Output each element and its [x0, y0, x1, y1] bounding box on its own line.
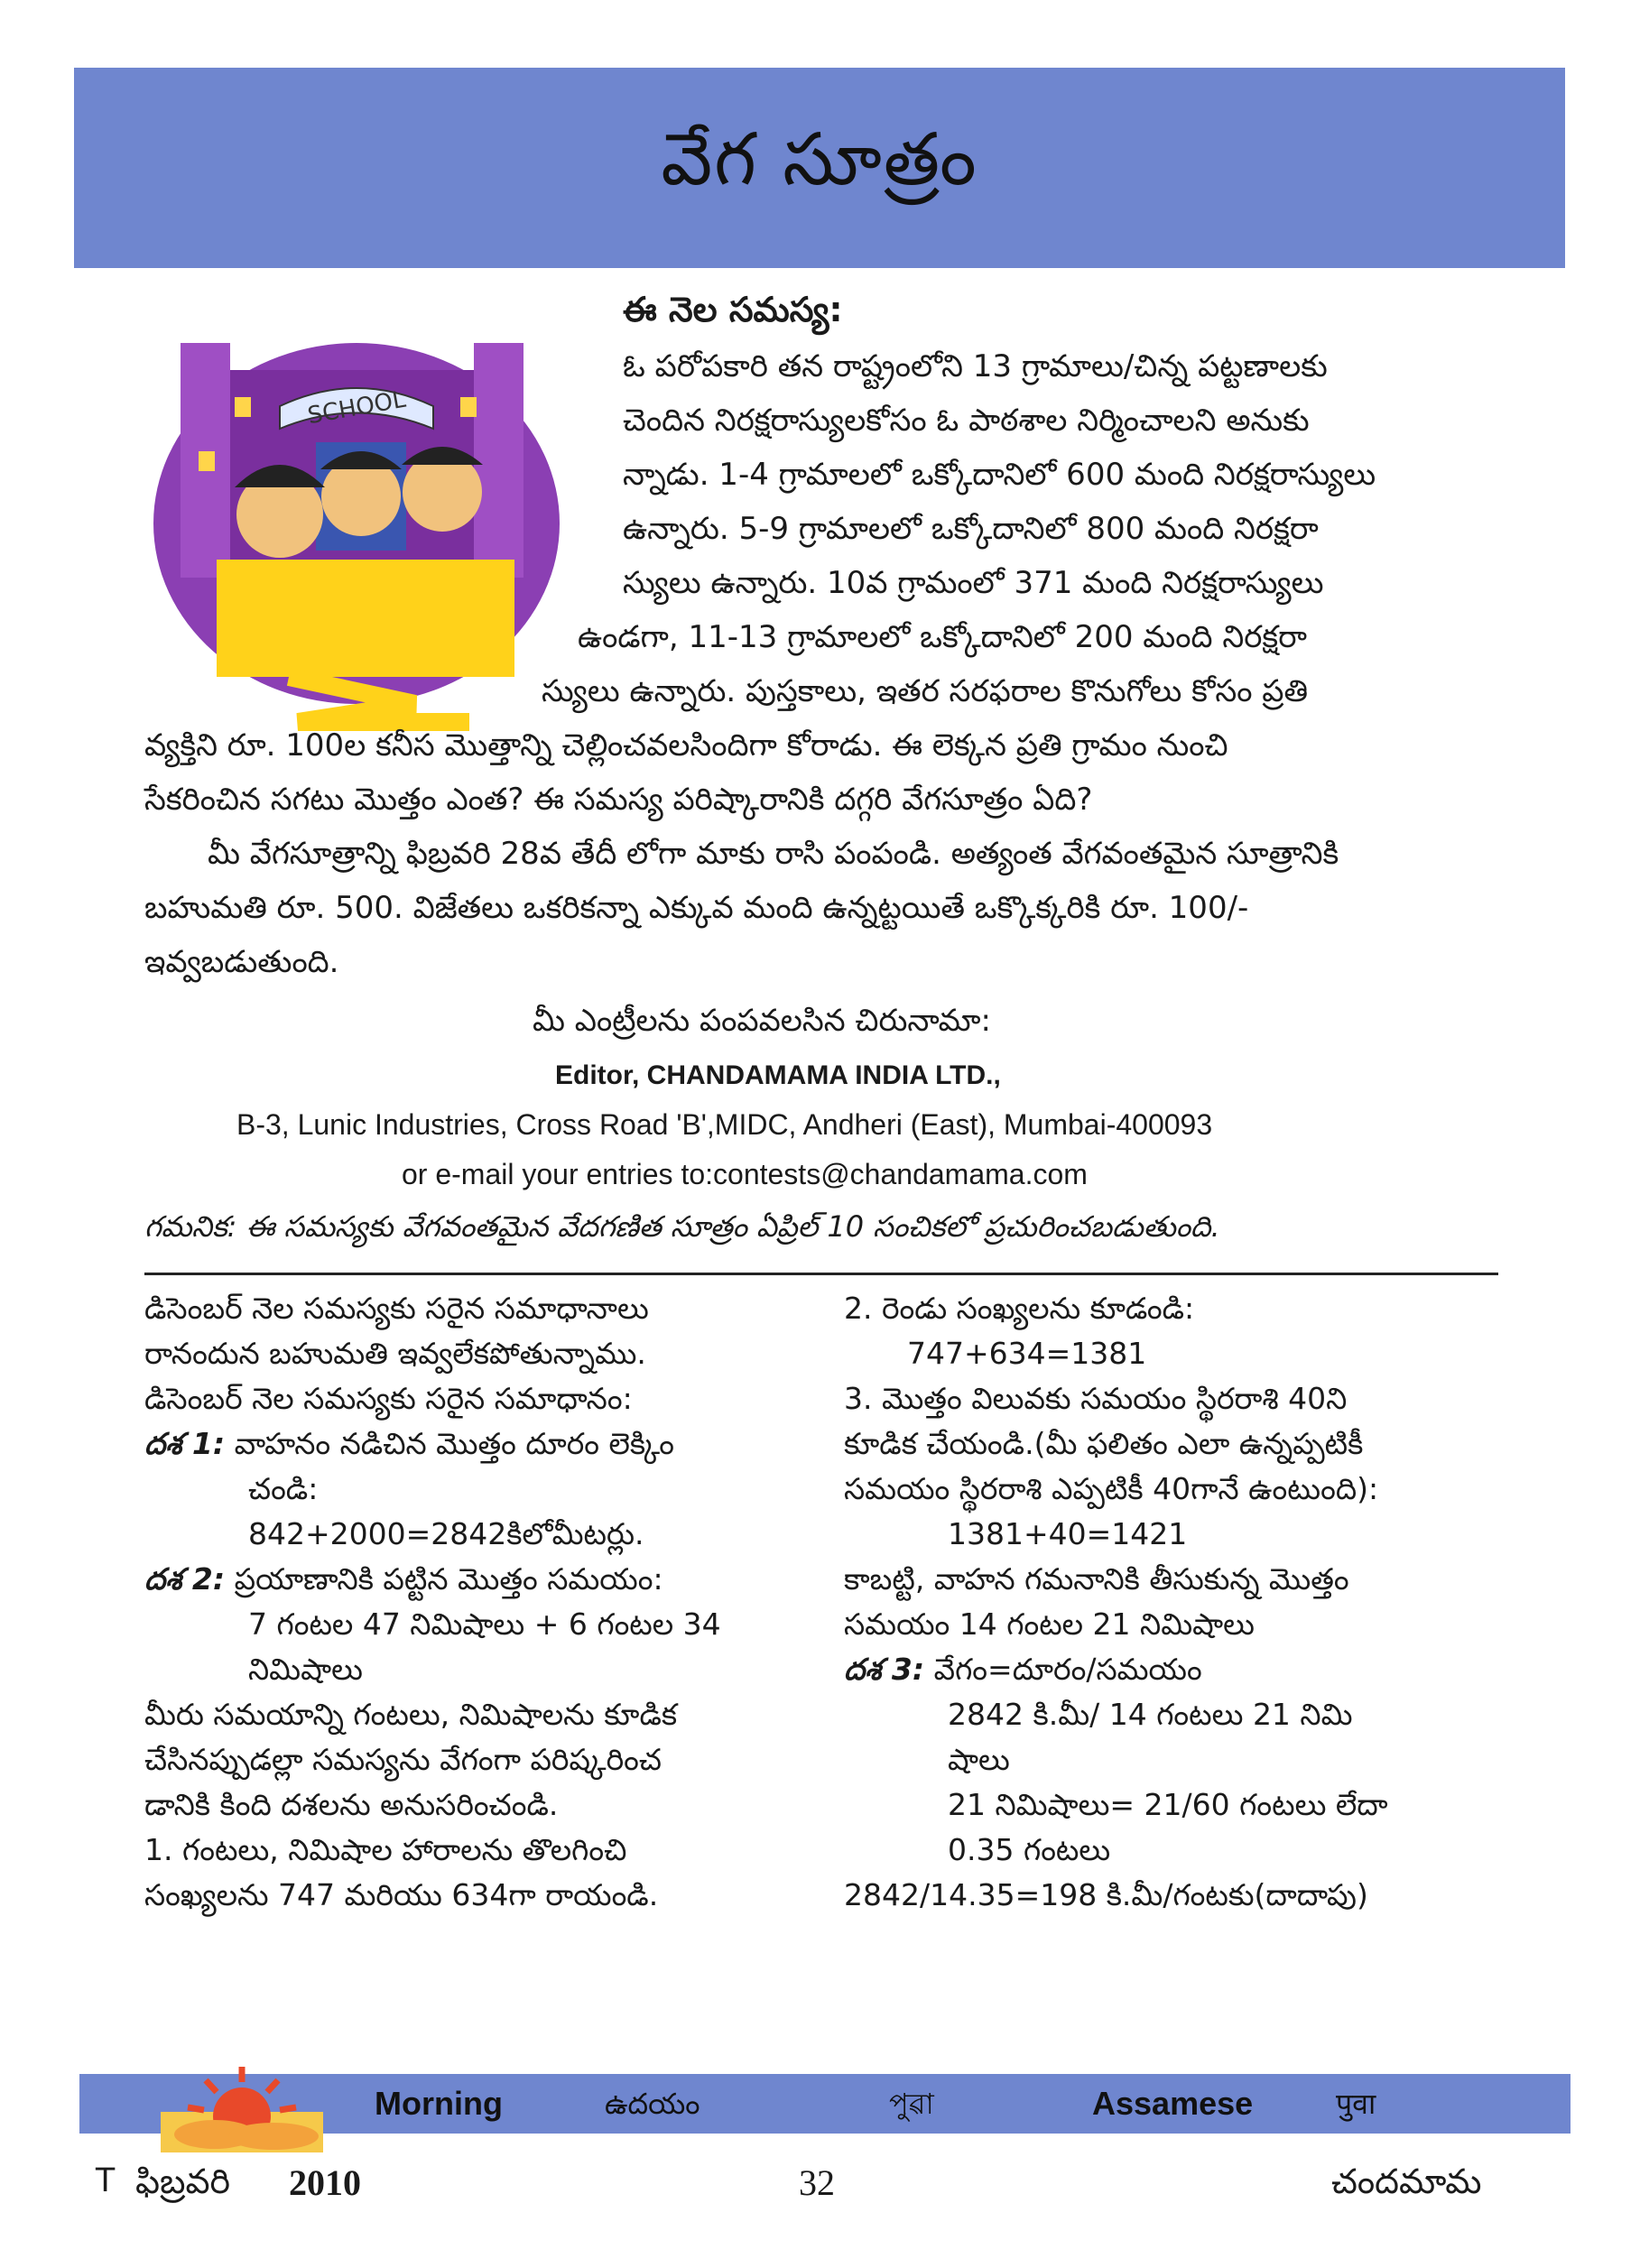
- word-transliteration: पुवा: [1336, 2087, 1376, 2121]
- problem-line: సేకరించిన సగటు మొత్తం ఎంత? ఈ సమస్య పరిష్కారానికి దగ్గరి వేగసూత్రం ఏది?: [144, 782, 1093, 818]
- problem-line: ఇవ్వబడుతుంది.: [144, 944, 339, 980]
- school-illustration: [144, 307, 569, 731]
- email-line: or e-mail your entries to:contests@chandamama.com: [402, 1158, 1088, 1190]
- solution-text: షాలు: [948, 1742, 1010, 1777]
- solution-text: సంఖ్యలను 747 మరియు 634గా రాయండి.: [144, 1877, 659, 1912]
- problem-line: ఓ పరోపకారి తన రాష్ట్రంలోని 13 గ్రామాలు/చిన్న పట్టణాలకు: [623, 348, 1328, 384]
- solution-text: 2842 కి.మీ/ 14 గంటలు 21 నిమి: [948, 1697, 1353, 1732]
- solution-text: ప్రయాణానికి పట్టిన మొత్తం సమయం:: [234, 1561, 663, 1597]
- solution-line: [844, 1331, 1557, 1376]
- solution-text: వేగం=దూరం/సమయం: [933, 1652, 1202, 1687]
- solution-line: [144, 1286, 830, 1331]
- solution-text: డిసెంబర్ నెల సమస్యకు సరైన సమాధానం:: [144, 1381, 633, 1416]
- solution-text: రానందున బహుమతి ఇవ్వలేకపోతున్నాము.: [144, 1336, 646, 1371]
- title-banner: [74, 68, 1565, 268]
- solution-text: చేసినప్పుడల్లా సమస్యను వేగంగా పరిష్కరించ: [144, 1742, 662, 1777]
- solution-text: కాబట్టి, వాహన గమనానికి తీసుకున్న మొత్తం: [844, 1561, 1349, 1597]
- solution-line: [844, 1692, 1557, 1737]
- page-number: 32: [799, 2162, 835, 2203]
- sun-icon: [161, 2062, 323, 2152]
- solution-line: [844, 1286, 1557, 1331]
- solution-line: [144, 1647, 830, 1692]
- svg-text:SCHOOL: SCHOOL: [305, 385, 408, 430]
- solution-line: [844, 1602, 1557, 1647]
- problem-line: మీ వేగసూత్రాన్ని ఫిబ్రవరి 28వ తేదీ లోగా మాకు రాసి పంపండి. అత్యంత వేగవంతమైన సూత్రానికి: [208, 836, 1339, 872]
- solution-line: [144, 1421, 830, 1467]
- language-name: Assamese: [1092, 2085, 1254, 2122]
- solution-text: 2. రెండు సంఖ్యలను కూడండి:: [844, 1291, 1195, 1326]
- problem-line: ఉండగా, 11-13 గ్రామాలలో ఒక్కోదానిలో 200 మంది నిరక్షరా: [578, 619, 1307, 655]
- solution-text: డానికి కింది దశలను అనుసరించండి.: [144, 1787, 559, 1822]
- footer-month: ఫిబ్రవరి: [135, 2162, 231, 2201]
- step-label: దశ 1:: [144, 1426, 226, 1461]
- solution-text: కూడిక చేయండి.(మీ ఫలితం ఎలా ఉన్నప్పటికీ: [844, 1426, 1364, 1461]
- solution-text: 842+2000=2842కిలోమీటర్లు.: [248, 1516, 644, 1551]
- editor-line: Editor, CHANDAMAMA INDIA LTD.,: [555, 1060, 1001, 1090]
- step-label: దశ 3:: [844, 1652, 925, 1687]
- solution-text: 1381+40=1421: [948, 1516, 1188, 1551]
- page-title: వేగ సూత్రం: [661, 116, 978, 201]
- solution-line: [144, 1692, 830, 1737]
- problem-line: బహుమతి రూ. 500. విజేతలు ఒకరికన్నా ఎక్కువ మంది ఉన్నట్టయితే ఒక్కొక్కరికి రూ. 100/-: [144, 890, 1249, 926]
- solution-line: [844, 1647, 1557, 1692]
- solution-text: 747+634=1381: [907, 1336, 1147, 1371]
- word-assamese-script: পুৱা: [889, 2087, 934, 2121]
- problem-line: న్నాడు. 1-4 గ్రామాలలో ఒక్కోదానిలో 600 మంది నిరక్షరాస్యులు: [623, 457, 1376, 493]
- solution-text: చండి:: [248, 1471, 319, 1506]
- solution-text: డిసెంబర్ నెల సమస్యకు సరైన సమాధానాలు: [144, 1291, 649, 1326]
- solution-text: 0.35 గంటలు: [948, 1832, 1111, 1867]
- problem-line: చెందిన నిరక్షరాస్యులకోసం ఓ పాఠశాల నిర్మించాలని అనుకు: [623, 403, 1310, 439]
- solution-line: [844, 1782, 1557, 1828]
- footer-year: 2010: [289, 2162, 361, 2203]
- solution-text: 3. మొత్తం విలువకు సమయం స్థిరరాశి 40ని: [844, 1381, 1348, 1416]
- solution-text: 21 నిమిషాలు= 21/60 గంటలు లేదా: [948, 1787, 1388, 1822]
- problem-line: ఉన్నారు. 5-9 గ్రామాలలో ఒక్కోదానిలో 800 మంది నిరక్షరా: [623, 511, 1319, 547]
- solution-line: [144, 1782, 830, 1828]
- solution-line: [844, 1421, 1557, 1467]
- solution-line: [144, 1512, 830, 1557]
- word-telugu: ఉదయం: [605, 2087, 700, 2121]
- solution-line: [144, 1376, 830, 1421]
- problem-line: స్యులు ఉన్నారు. పుస్తకాలు, ఇతర సరఫరాల కొనుగోలు కోసం ప్రతి: [542, 673, 1309, 709]
- note-line: గమనిక: ఈ సమస్యకు వేగవంతమైన వేదగణిత సూత్రం ఏప్రిల్ 10 సంచికలో ప్రచురించబడుతుంది.: [144, 1209, 1220, 1244]
- solution-line: [844, 1873, 1557, 1918]
- address-intro: మీ ఎంట్రీలను పంపవలసిన చిరునామా:: [533, 1003, 991, 1039]
- solution-line: [144, 1737, 830, 1782]
- footer-mark: T: [95, 2162, 116, 2199]
- solution-line: [844, 1828, 1557, 1873]
- solution-text: 1. గంటలు, నిమిషాల హారాలను తొలగించి: [144, 1832, 627, 1867]
- solution-line: [844, 1737, 1557, 1782]
- solution-text: 7 గంటల 47 నిమిషాలు + 6 గంటల 34: [248, 1606, 721, 1642]
- solution-line: [844, 1467, 1557, 1512]
- solution-line: [144, 1557, 830, 1602]
- word-english: Morning: [375, 2085, 503, 2122]
- problem-line: స్యులు ఉన్నారు. 10వ గ్రామంలో 371 మంది నిరక్షరాస్యులు: [623, 565, 1324, 601]
- address-line: B-3, Lunic Industries, Cross Road 'B',MIDC, Andheri (East), Mumbai-400093: [236, 1108, 1213, 1141]
- solution-line: [144, 1873, 830, 1918]
- solution-line: [144, 1467, 830, 1512]
- solution-text: నిమిషాలు: [248, 1652, 363, 1687]
- divider: [144, 1273, 1498, 1275]
- solution-left-column: [144, 1286, 830, 1918]
- solution-line: [144, 1331, 830, 1376]
- step-label: దశ 2:: [144, 1561, 226, 1597]
- solution-text: మీరు సమయాన్ని గంటలు, నిమిషాలను కూడిక: [144, 1697, 678, 1732]
- magazine-name: చందమామ: [1331, 2162, 1482, 2201]
- problem-heading: ఈ నెల సమస్య:: [623, 290, 843, 329]
- solution-line: [144, 1602, 830, 1647]
- solution-line: [844, 1557, 1557, 1602]
- solution-right-column: [844, 1286, 1557, 1918]
- solution-text: వాహనం నడిచిన మొత్తం దూరం లెక్కిం: [234, 1426, 675, 1461]
- solution-line: [844, 1512, 1557, 1557]
- solution-text: సమయం స్థిరరాశి ఎప్పటికీ 40గానే ఉంటుంది):: [844, 1471, 1379, 1506]
- solution-line: [844, 1376, 1557, 1421]
- solution-text: సమయం 14 గంటల 21 నిమిషాలు: [844, 1606, 1255, 1642]
- solution-text: 2842/14.35=198 కి.మీ/గంటకు(దాదాపు): [844, 1877, 1368, 1912]
- problem-line: వ్యక్తిని రూ. 100ల కనీస మొత్తాన్ని చెల్లించవలసిందిగా కోరాడు. ఈ లెక్కన ప్రతి గ్రామం నుంచి: [144, 727, 1228, 764]
- solution-line: [144, 1828, 830, 1873]
